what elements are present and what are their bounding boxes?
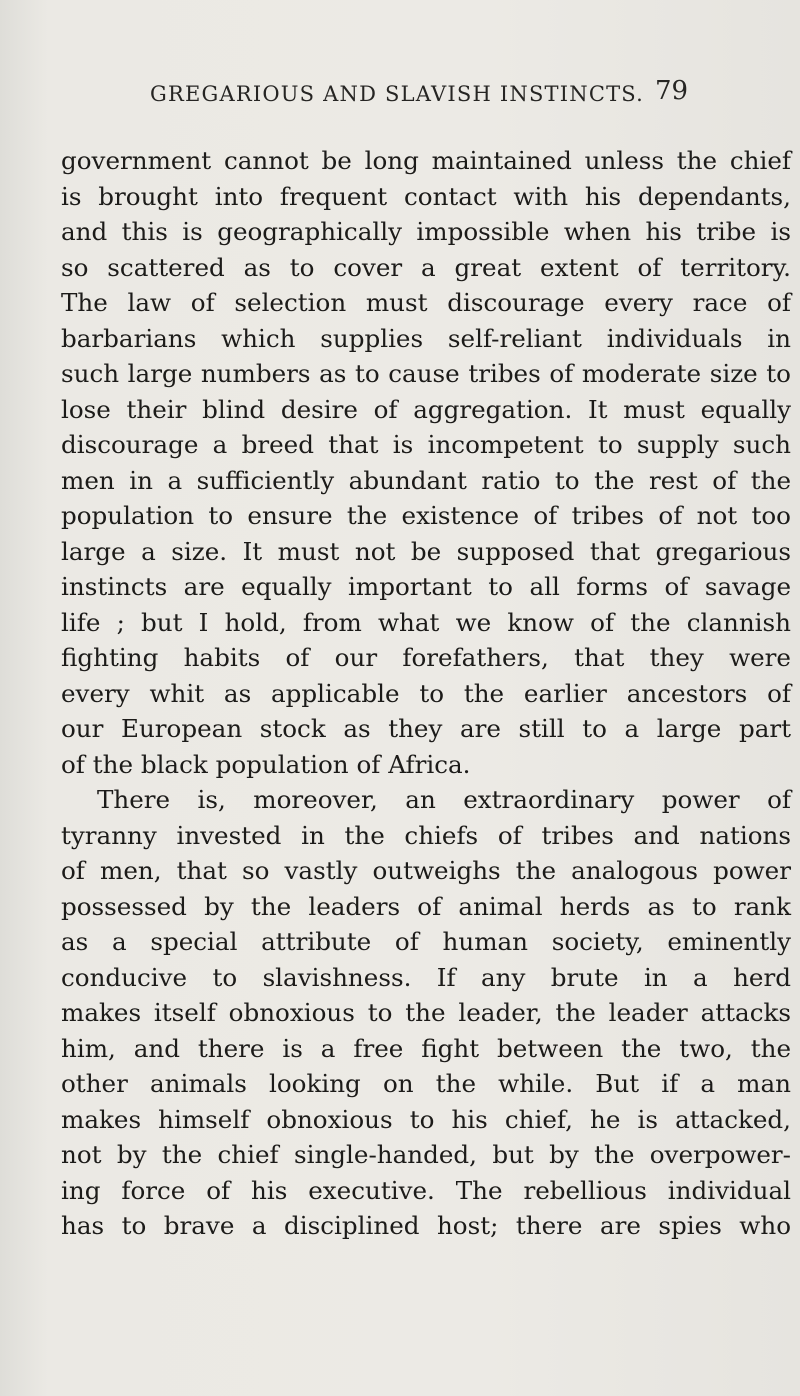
text-line: tyranny invested in the chiefs of tribes and nations [61, 820, 791, 850]
text-line: life ; but I hold, from what we know of the clannish [61, 607, 791, 637]
text-line: is brought into frequent contact with his dependants, [61, 181, 791, 211]
text-line: conducive to slavishness. If any brute in a herd [61, 962, 791, 992]
text-line: discourage a breed that is incompetent to supply such [61, 430, 791, 459]
text-line: The law of selection must discourage every race of [61, 288, 791, 317]
text-line: government cannot be long maintained unless the chief [61, 146, 791, 175]
paragraph-2 [61, 782, 791, 1244]
text-line: ing force of his executive. The rebellious individual [61, 1175, 791, 1205]
text-line: not by the chief single-handed, but by the overpower- [61, 1140, 791, 1169]
text-line: as a special attribute of human society, eminently [61, 927, 791, 956]
body-text [61, 143, 791, 1244]
running-head: GREGARIOUS AND SLAVISH INSTINCTS. [150, 82, 645, 106]
page-number: 79 [655, 76, 689, 106]
text-line: such large numbers as to cause tribes of moderate size to [61, 359, 791, 388]
text-line: him, and there is a free fight between the two, the [61, 1033, 791, 1063]
text-line: instincts are equally important to all forms of savage [61, 572, 791, 601]
text-line: our European stock as they are still to a large part [61, 714, 791, 743]
text-line: barbarians which supplies self-reliant individuals in [61, 323, 791, 353]
text-line: lose their blind desire of aggregation. It must equally [61, 394, 791, 424]
text-line: has to brave a disciplined host; there are spies who [61, 1211, 791, 1240]
text-line: so scattered as to cover a great extent of territory. [61, 252, 791, 282]
text-line: every whit as applicable to the earlier ancestors of [61, 678, 791, 708]
text-line: men in a sufficiently abundant ratio to the rest of the [61, 465, 791, 495]
text-line: makes himself obnoxious to his chief, he is attacked, [61, 1104, 791, 1134]
text-line: and this is geographically impossible when his tribe is [61, 217, 791, 246]
text-line: of men, that so vastly outweighs the analogous power [61, 856, 791, 885]
paragraph-1 [61, 143, 791, 782]
text-line: population to ensure the existence of tribes of not too [61, 501, 791, 530]
text-line: fighting habits of our forefathers, that they were [61, 643, 791, 672]
text-line: makes itself obnoxious to the leader, the leader attacks [61, 998, 791, 1027]
text-line-indent: There is, moreover, an extraordinary power of [97, 785, 791, 814]
text-line: possessed by the leaders of animal herds as to rank [61, 891, 791, 921]
text-line-last: of the black population of Africa. [61, 749, 471, 779]
text-line: other animals looking on the while. But if a man [61, 1069, 791, 1098]
text-line: large a size. It must not be supposed that gregarious [61, 536, 791, 566]
